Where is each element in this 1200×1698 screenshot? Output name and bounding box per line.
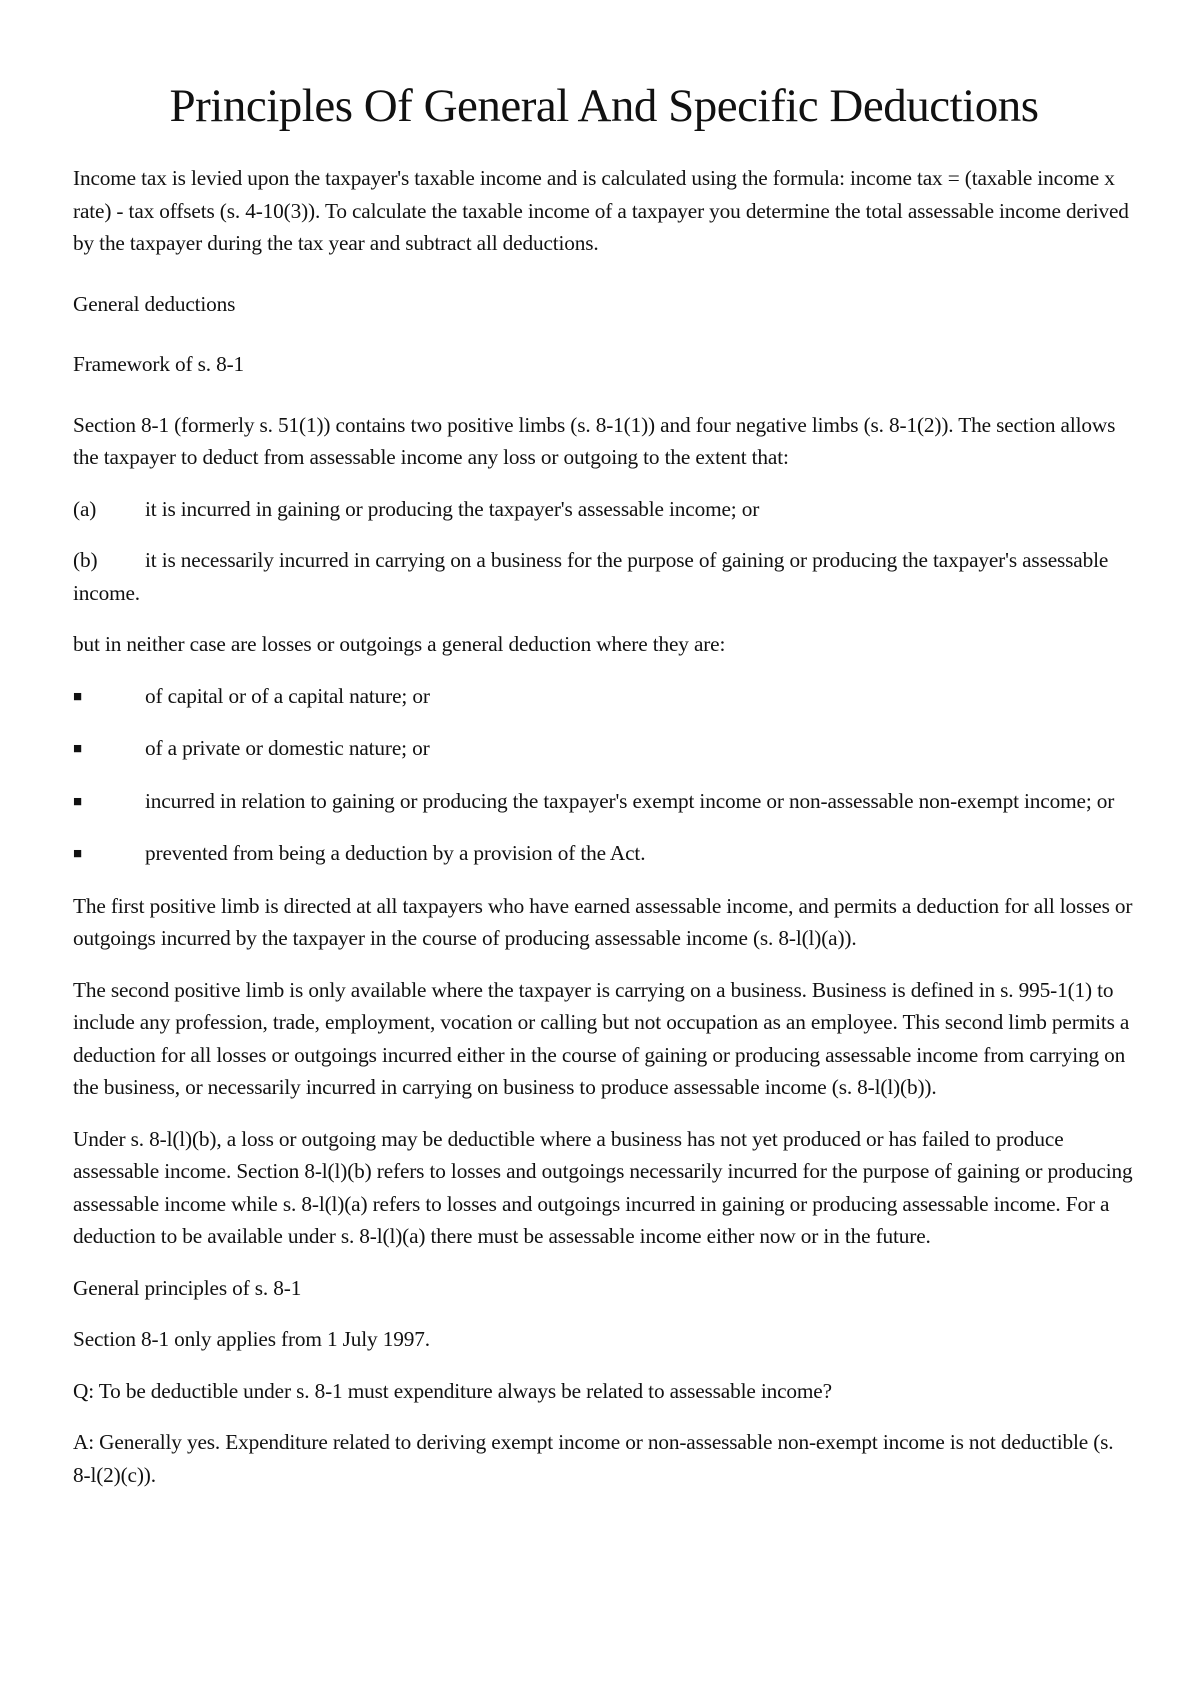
document-page [73, 0, 1135, 1491]
square-bullet-icon: ■ [73, 741, 82, 757]
exclusion-text: of capital or of a capital nature; or [145, 683, 430, 708]
limb-marker: (b) [73, 548, 98, 572]
limb-item-a [73, 493, 1135, 526]
exclusion-item [73, 680, 1135, 714]
question-paragraph: Q: To be deductible under s. 8-1 must expenditure always be related to assessable income? [73, 1378, 832, 1403]
limb-text: it is necessarily incurred in carrying on a business for the purpose of gaining or producing the taxpayer's assessable income. [73, 548, 1109, 605]
exclusion-text: incurred in relation to gaining or producing the taxpayer's exempt income or non-assessable non-exempt income; or [145, 788, 1115, 813]
second-limb-paragraph: The second positive limb is only available where the taxpayer is carrying on a business. Business is defined in s. 995-1(1) to include any profession, trade, employment, vocation or calling but not occupation as an employee. This second limb permits a deduction for all losses or outgoings incurred either in the course of gaining or producing assessable income from carrying on the business, or necessarily incurred in carrying on business to produce assessable income (s. 8-l(l)(b)). [73, 977, 1130, 1099]
section-8-1-paragraph: Section 8-1 (formerly s. 51(1)) contains two positive limbs (s. 8-1(1)) and four negative limbs (s. 8-1(2)). The section allows the taxpayer to deduct from assessable income any loss or outgoing to the extent that: [73, 412, 1116, 469]
heading-general-deductions: General deductions [73, 291, 236, 316]
exclusion-text: prevented from being a deduction by a provision of the Act. [145, 841, 646, 865]
neither-case-paragraph: but in neither case are losses or outgoings a general deduction where they are: [73, 632, 726, 656]
limb-item-b [73, 544, 1135, 609]
exclusion-item [73, 837, 1135, 871]
heading-framework: Framework of s. 8-1 [73, 352, 245, 376]
square-bullet-icon: ■ [73, 846, 82, 862]
limb-text: it is incurred in gaining or producing the taxpayer's assessable income; or [145, 496, 760, 521]
square-bullet-icon: ■ [73, 688, 82, 705]
limb-marker: (a) [73, 496, 97, 521]
intro-paragraph: Income tax is levied upon the taxpayer's taxable income and is calculated using the formula: income tax = (taxable income x rate) - tax offsets (s. 4-10(3)). To calculate the taxable income of a taxpayer you determine the total assessable income derived by the taxpayer during the tax year and subtract all deductions. [73, 166, 1129, 255]
under-paragraph: Under s. 8-l(l)(b), a loss or outgoing may be deductible where a business has not yet produced or has failed to produce assessable income. Section 8-l(l)(b) refers to losses and outgoings necessarily incurred for the purpose of gaining or producing assessable income while s. 8-l(l)(a) refers to losses and outgoings incurred in gaining or producing assessable income. For a deduction to be available under s. 8-l(l)(a) there must be assessable income either now or in the future. [73, 1126, 1133, 1248]
exclusion-text: of a private or domestic nature; or [145, 736, 430, 760]
answer-paragraph: A: Generally yes. Expenditure related to deriving exempt income or non-assessable non-exempt income is not deductible (s. 8-l(2)(c)). [73, 1430, 1114, 1487]
document-title: Principles Of General And Specific Deductions [169, 80, 1039, 132]
first-limb-paragraph: The first positive limb is directed at all taxpayers who have earned assessable income, and permits a deduction for all losses or outgoings incurred by the taxpayer in the course of producing assessable income (s. 8-l(l)(a)). [73, 893, 1133, 950]
square-bullet-icon: ■ [73, 793, 82, 810]
exclusion-item [73, 732, 1135, 766]
applies-from-paragraph: Section 8-1 only applies from 1 July 1997. [73, 1327, 430, 1351]
exclusion-item [73, 785, 1135, 819]
heading-general-principles: General principles of s. 8-1 [73, 1275, 302, 1300]
